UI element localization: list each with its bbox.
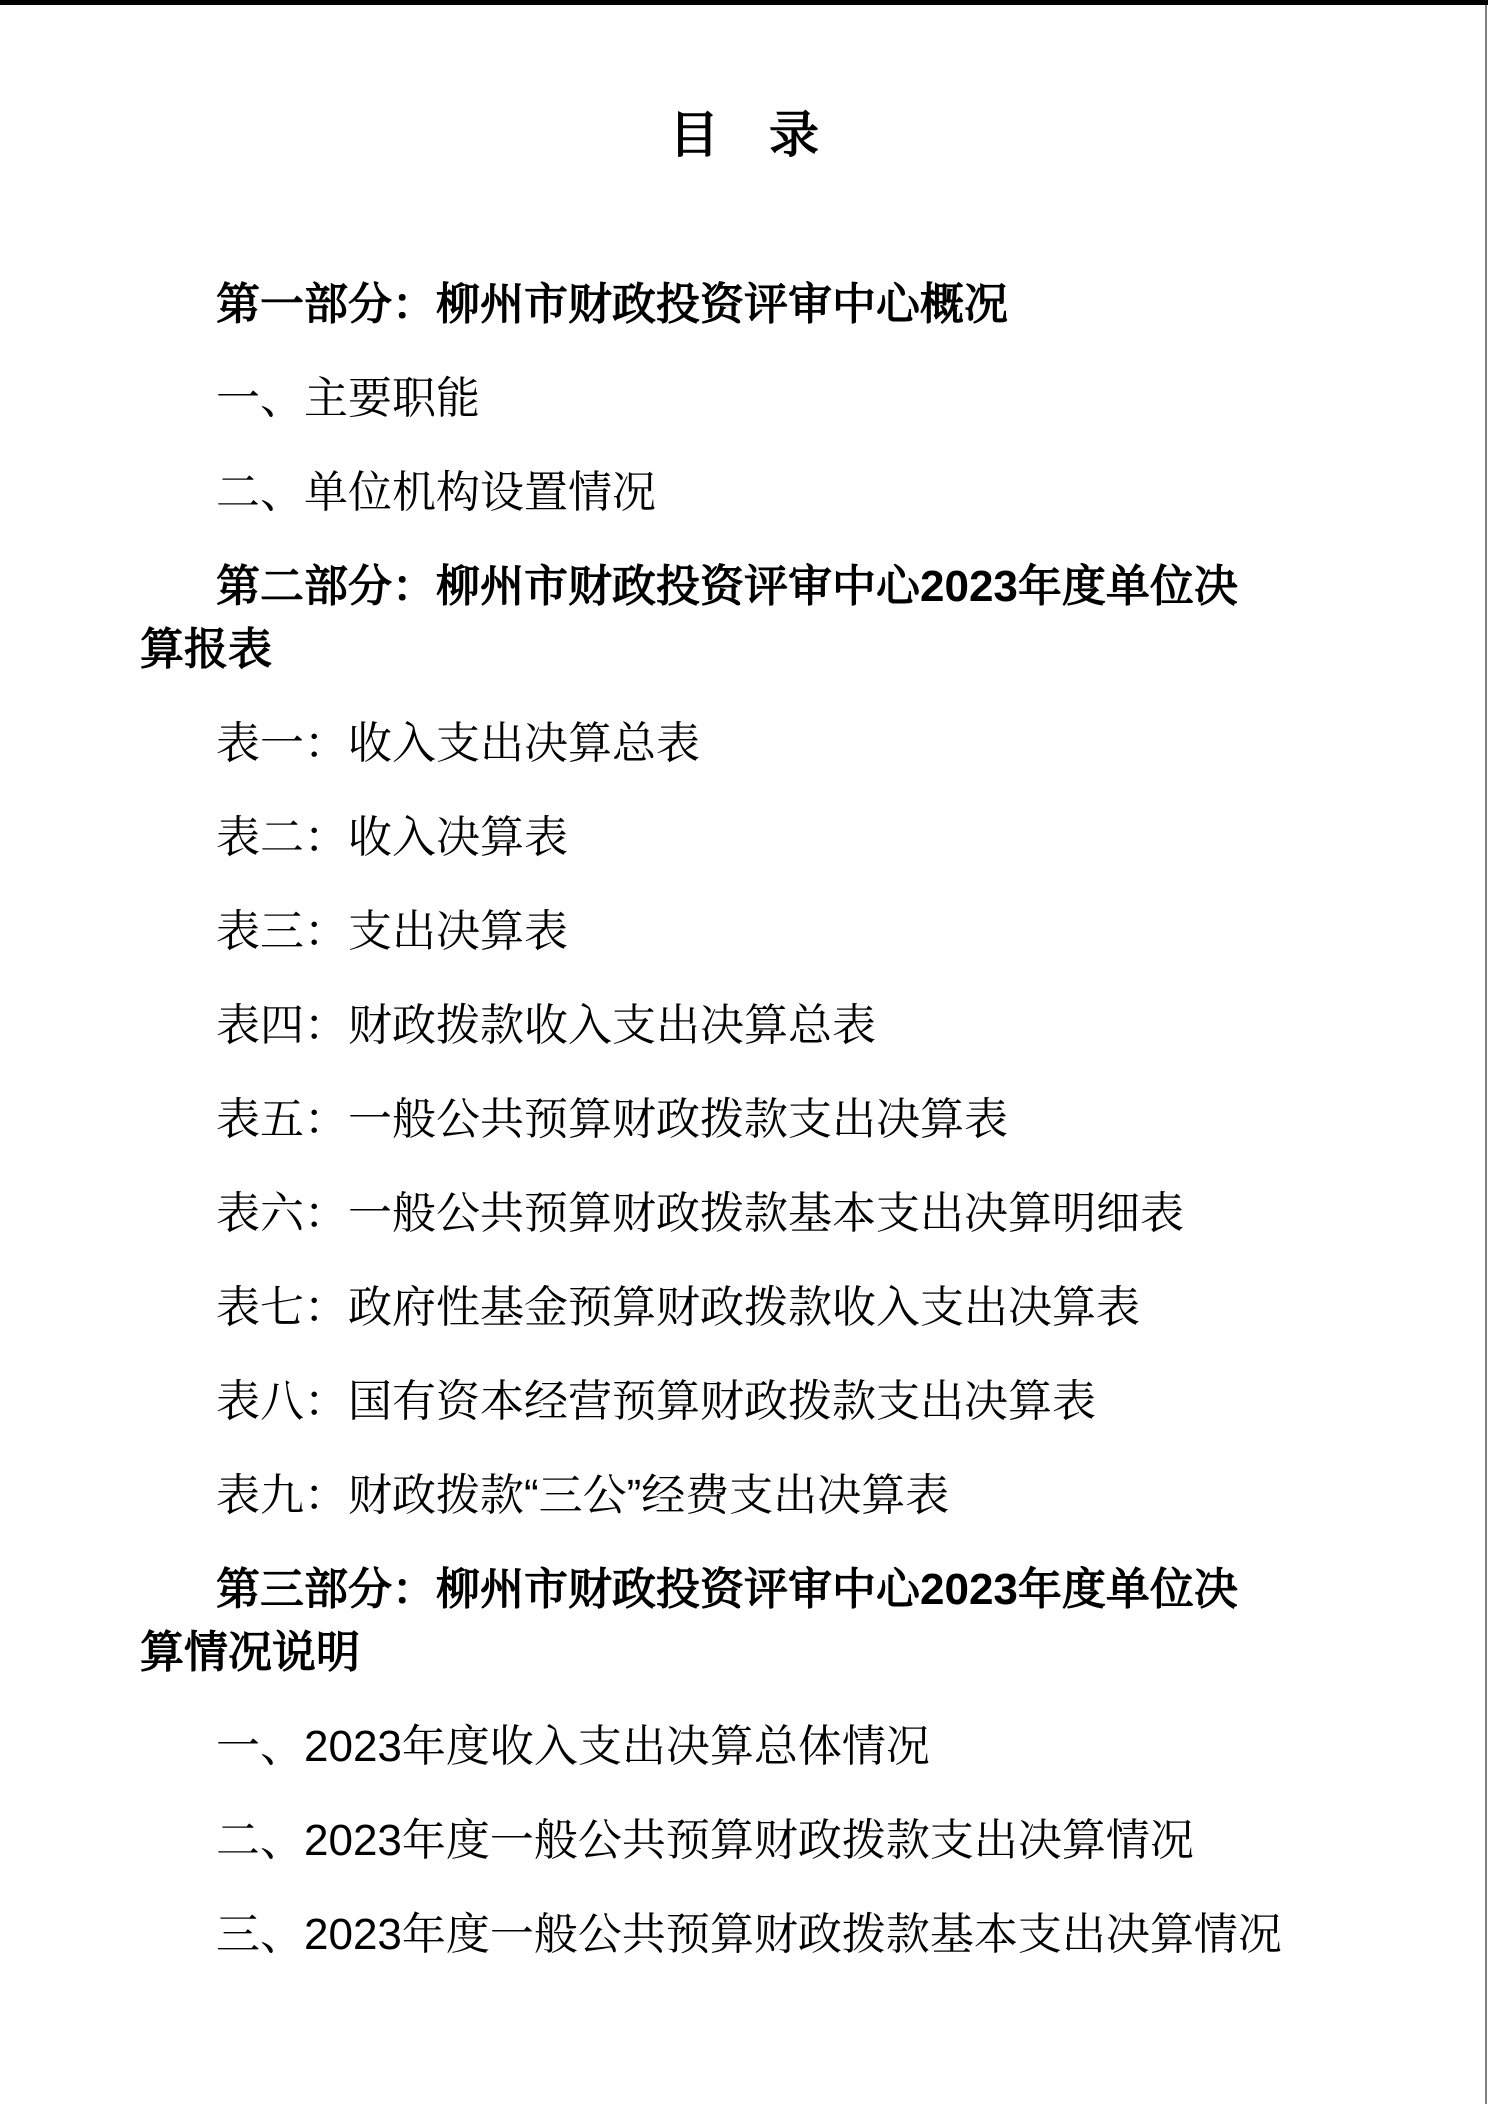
toc-heading-part3-line1: 第三部分：柳州市财政投资评审中心2023年度单位决 [216, 1565, 1238, 1614]
toc-item-table-5: 表五：一般公共预算财政拨款支出决算表 [216, 1095, 1008, 1144]
toc-item-general-budget-expense-2023: 二、2023年度一般公共预算财政拨款支出决算情况 [216, 1816, 1194, 1865]
toc-item-org-structure: 二、单位机构设置情况 [216, 468, 656, 517]
toc-heading-part3-line2: 算情况说明 [140, 1628, 360, 1677]
page-title: 目 录 [669, 107, 819, 163]
toc-heading-part2-line1: 第二部分：柳州市财政投资评审中心2023年度单位决 [216, 562, 1238, 611]
toc-item-table-6: 表六：一般公共预算财政拨款基本支出决算明细表 [216, 1189, 1184, 1238]
toc-item-table-3: 表三：支出决算表 [216, 907, 568, 956]
toc-item-overall-2023: 一、2023年度收入支出决算总体情况 [216, 1722, 930, 1771]
toc-item-basic-expense-2023: 三、2023年度一般公共预算财政拨款基本支出决算情况 [216, 1910, 1282, 1959]
toc-item-table-8: 表八：国有资本经营预算财政拨款支出决算表 [216, 1377, 1096, 1426]
toc-item-table-2: 表二：收入决算表 [216, 813, 568, 862]
toc-heading-part2 [140, 555, 1348, 681]
toc-item-main-functions: 一、主要职能 [216, 374, 480, 423]
toc-heading-part2-line2: 算报表 [140, 625, 272, 674]
toc-item-table-1: 表一：收入支出决算总表 [216, 719, 700, 768]
toc-item-table-7: 表七：政府性基金预算财政拨款收入支出决算表 [216, 1283, 1140, 1332]
toc-item-table-9: 表九：财政拨款“三公”经费支出决算表 [216, 1471, 950, 1520]
toc-item-table-4: 表四：财政拨款收入支出决算总表 [216, 1001, 876, 1050]
toc-heading-part1: 第一部分：柳州市财政投资评审中心概况 [216, 280, 1008, 329]
toc-heading-part3 [140, 1558, 1348, 1684]
toc-page [0, 5, 1488, 1997]
